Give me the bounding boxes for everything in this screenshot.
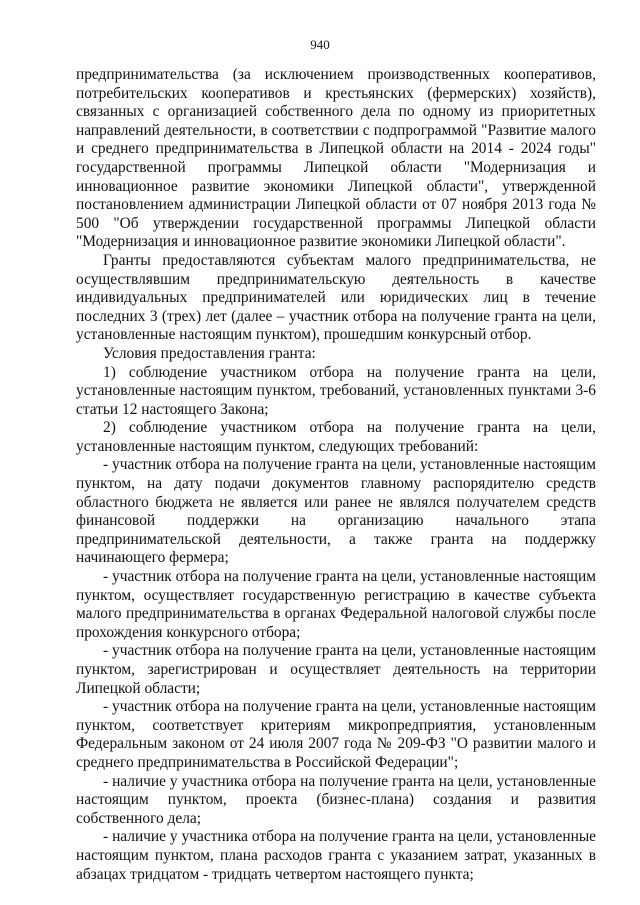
paragraph-condition-2: 2) соблюдение участником отбора на получение гранта на цели, установленные настоящим пунктом, следующих требований: bbox=[76, 419, 596, 455]
paragraph-requirement-territory: - участник отбора на получение гранта на цели, установленные настоящим пунктом, зарегистрирован и осуществляет деятельность на территории Липецкой области; bbox=[76, 642, 596, 697]
paragraph-requirement-business-plan: - наличие у участника отбора на получение гранта на цели, установленные настоящим пунктом, проекта (бизнес-плана) создания и развития собственного дела; bbox=[76, 772, 596, 827]
paragraph-conditions-heading: Условия предоставления гранта: bbox=[103, 344, 316, 362]
document-body bbox=[76, 66, 596, 884]
page-number: 940 bbox=[310, 37, 330, 52]
paragraph-requirement-microenterprise: - участник отбора на получение гранта на цели, установленные настоящим пунктом, соответствует критериям микропредприятия, установленным Федеральным законом от 24 июля 2007 года № 209-ФЗ "О развитии малого и среднего предпринимательства в Российской Федерации"; bbox=[76, 698, 596, 771]
paragraph-requirement-registration: - участник отбора на получение гранта на цели, установленные настоящим пунктом, осуществляет государственную регистрацию в качестве субъекта малого предпринимательства в органах Федеральной налоговой службы после прохождения конкурсного отбора; bbox=[76, 568, 596, 641]
paragraph-condition-1: 1) соблюдение участником отбора на получение гранта на цели, установленные настоящим пунктом, требований, установленных пунктами 3-6 статьи 12 настоящего Закона; bbox=[76, 363, 596, 418]
paragraph-requirement-funding: - участник отбора на получение гранта на цели, установленные настоящим пунктом, на дату подачи документов главному распорядителю средств областного бюджета не является или ранее не являлся получателем средств финансовой поддержки на организацию начального этапа предпринимательской деятельности, а также гранта на поддержку начинающего фермера; bbox=[76, 456, 596, 567]
paragraph-requirement-expense-plan: - наличие у участника отбора на получение гранта на цели, установленные настоящим пунктом, плана расходов гранта с указанием затрат, указанных в абзацах тридцатом - тридцать четвертом настоящего пункта; bbox=[76, 828, 596, 883]
paragraph-grants: Гранты предоставляются субъектам малого предпринимательства, не осуществлявшим предпринимательскую деятельность в качестве индивидуальных предпринимателей или юридических лиц в течение последних 3 (трех) лет (далее – участник отбора на получение гранта на цели, установленные настоящим пунктом), прошедшим конкурсный отбор. bbox=[76, 251, 596, 344]
paragraph-continuation: предпринимательства (за исключением производственных кооперативов, потребительских кооперативов и крестьянских (фермерских) хозяйств), связанных с организацией собственного дела по одному из приоритетных направлений деятельности, в соответствии с подпрограммой "Развитие малого и среднего предпринимательства в Липецкой области на 2014 - 2024 годы" государственной программы Липецкой области "Модернизация и инновационное развитие экономики Липецкой области", утвержденной постановлением администрации Липецкой области от 07 ноября 2013 года № 500 "Об утверждении государственной программы Липецкой области "Модернизация и инновационное развитие экономики Липецкой области". bbox=[76, 66, 596, 251]
